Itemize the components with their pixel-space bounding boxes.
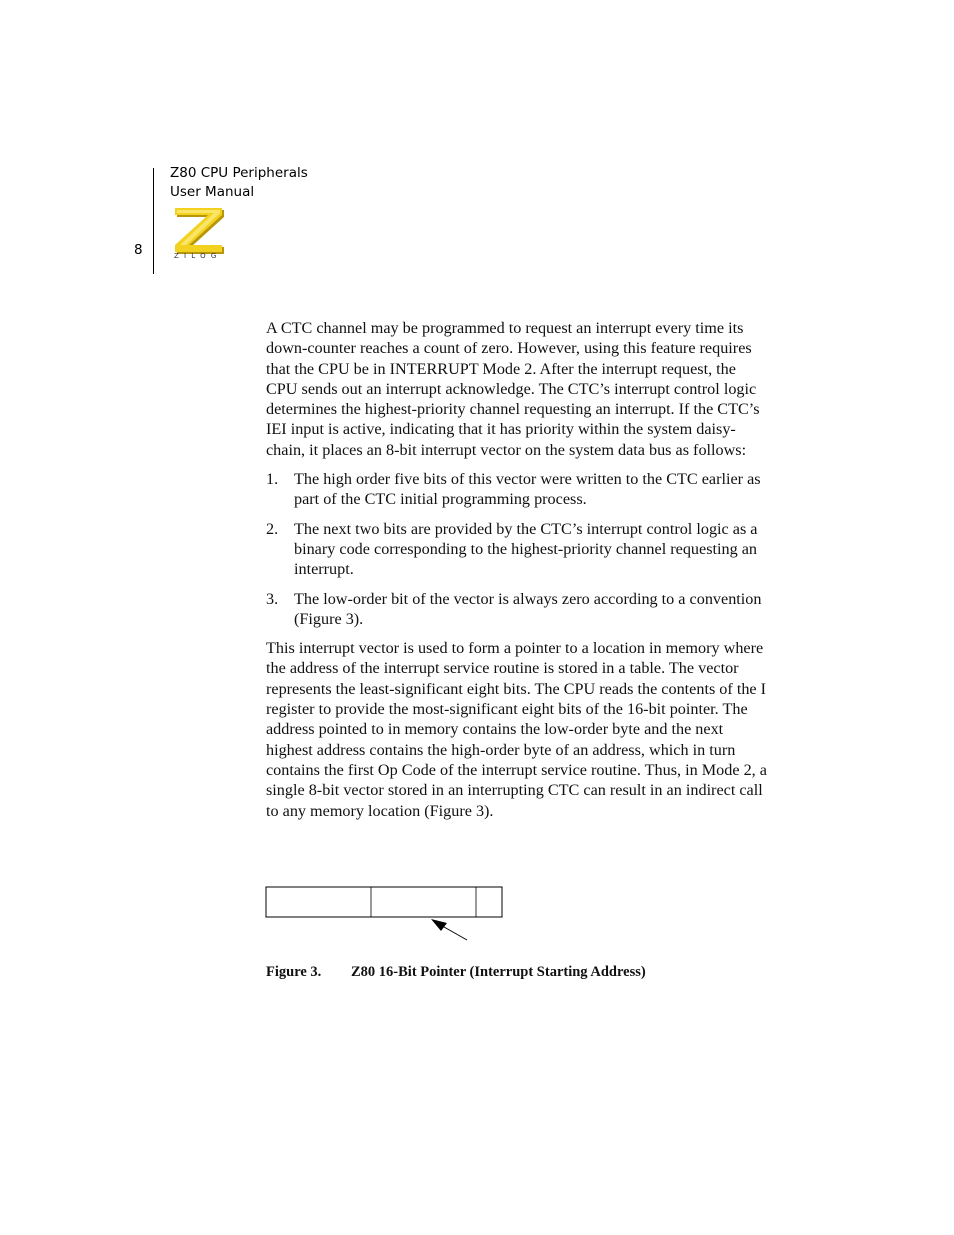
list-item-text: The high order five bits of this vector were written to the CTC earlier as part of the CTC initial programming process. bbox=[294, 470, 761, 509]
pointer-register-box bbox=[266, 887, 502, 917]
figure-caption bbox=[266, 964, 646, 981]
figure-title: Z80 16-Bit Pointer (Interrupt Starting Address) bbox=[351, 964, 646, 980]
page-number: 8 bbox=[134, 242, 143, 258]
figure-label: Figure 3. bbox=[266, 964, 322, 980]
list-item-number: 2. bbox=[266, 519, 279, 538]
pointer-diagram bbox=[265, 886, 505, 946]
pointer-arrow-head-icon bbox=[431, 919, 447, 931]
manual-subtitle: User Manual bbox=[170, 184, 255, 200]
closing-paragraph: This interrupt vector is used to form a pointer to a location in memory where the address of the interrupt service routine is stored in a table. The vector represents the least-significant eight bits. The CPU reads the contents of the I register to provide the most-significant eight bits of the 16-bit pointer. The address pointed to in memory contains the low-order byte and the next highest address contains the high-order byte of an address, which in turn contains the first Op Code of the interrupt service routine. Thus, in Mode 2, a single 8-bit vector stored in an interrupting CTC can result in an indirect call to any memory location (Figure 3). bbox=[266, 639, 767, 820]
body-text bbox=[266, 318, 771, 830]
vector-bit-list bbox=[266, 469, 771, 629]
list-item bbox=[266, 519, 771, 580]
list-item bbox=[266, 469, 771, 510]
manual-title: Z80 CPU Peripherals bbox=[170, 165, 308, 181]
list-item-number: 3. bbox=[266, 589, 279, 608]
list-item-text: The next two bits are provided by the CTC’s interrupt control logic as a binary code corresponding to the highest-priority channel requesting an interrupt. bbox=[294, 519, 758, 579]
list-item-text: The low-order bit of the vector is always zero according to a convention (Figure 3). bbox=[294, 589, 762, 628]
intro-paragraph: A CTC channel may be programmed to request an interrupt every time its down-counter reaches a count of zero. However, using this feature requires that the CPU be in INTERRUPT Mode 2. After the interrupt request, the CPU sends out an interrupt acknowledge. The CTC’s interrupt control logic determines the highest-priority channel requesting an interrupt. If the CTC’s IEI input is active, indicating that it has priority within the system daisy-chain, it places an 8-bit interrupt vector on the system data bus as follows: bbox=[266, 319, 760, 459]
zilog-logo-text: ZILOG bbox=[174, 252, 222, 260]
list-item bbox=[266, 589, 771, 630]
running-header bbox=[170, 164, 308, 202]
header-divider bbox=[153, 168, 154, 274]
list-item-number: 1. bbox=[266, 470, 279, 489]
